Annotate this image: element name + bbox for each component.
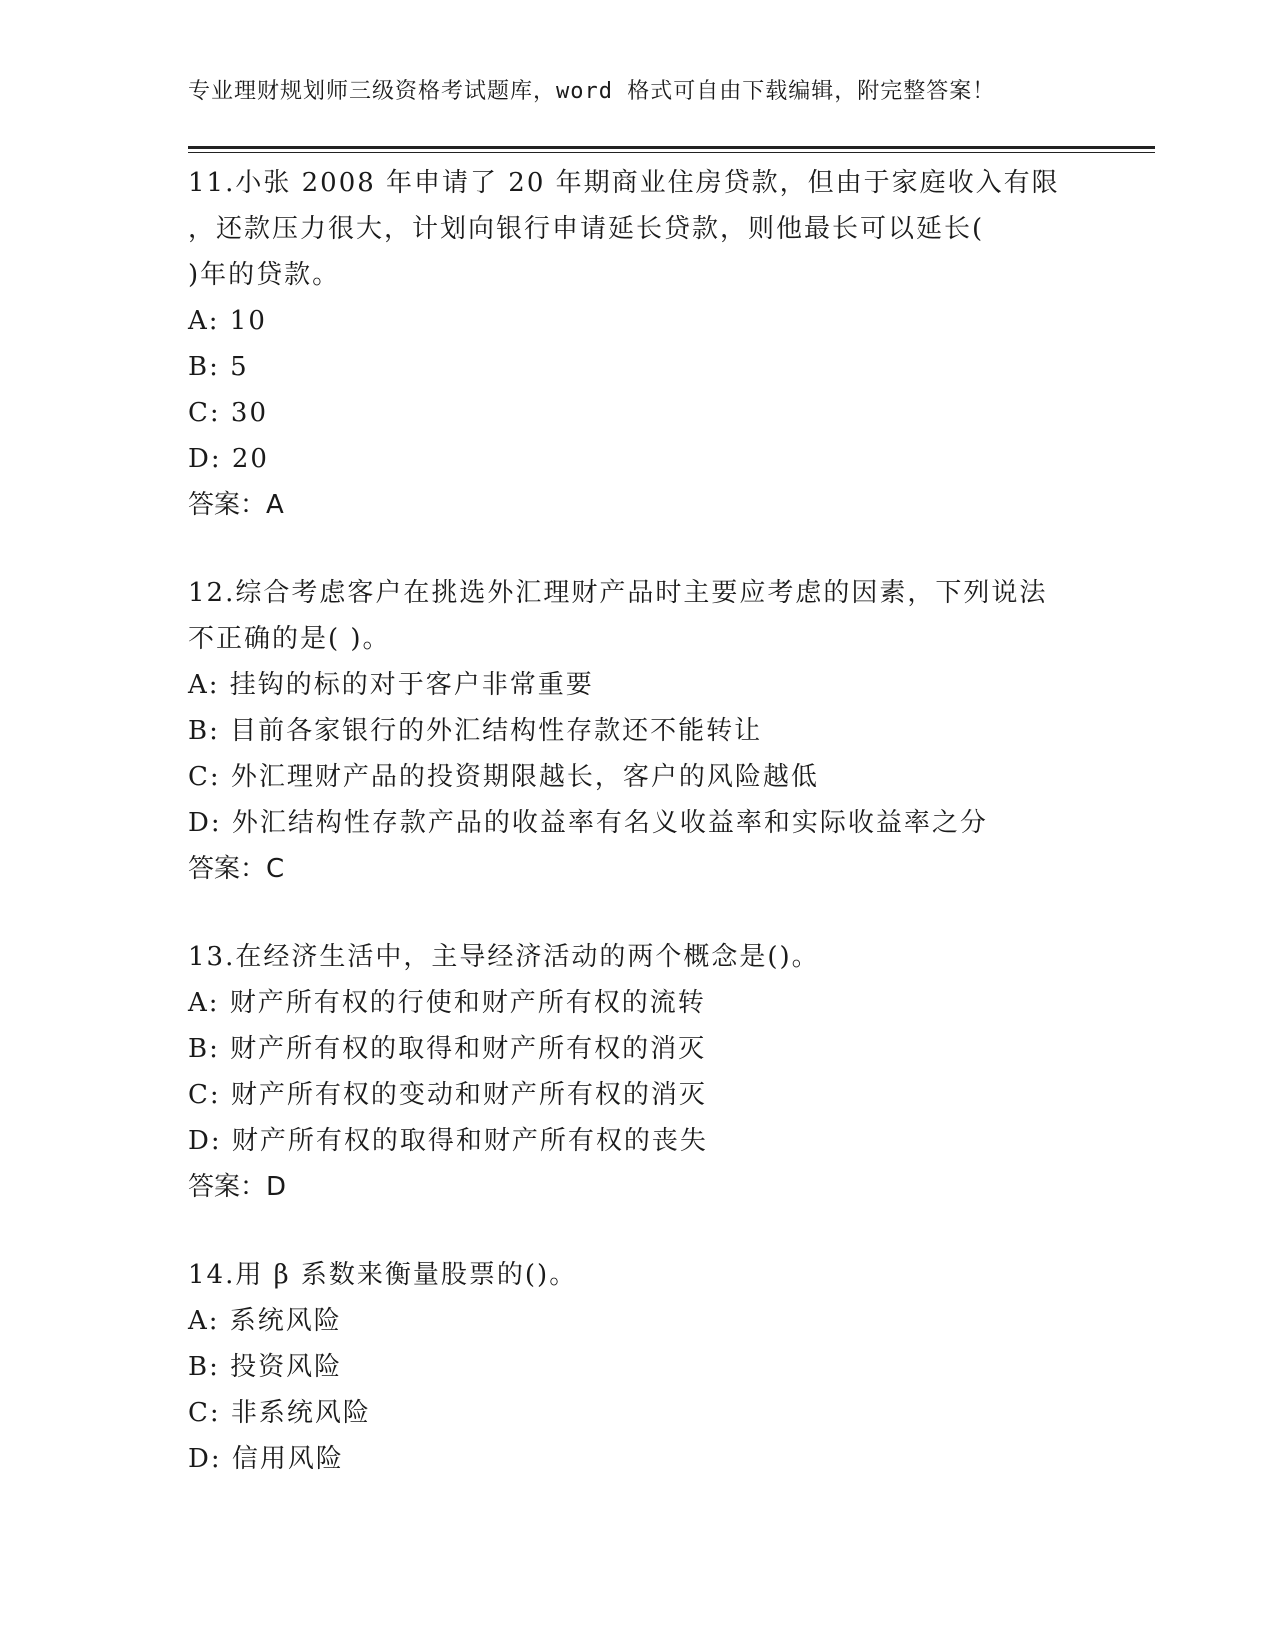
option-a: A: 挂钩的标的对于客户非常重要 xyxy=(188,670,594,700)
option-c: C: 财产所有权的变动和财产所有权的消灭 xyxy=(188,1080,707,1110)
question-stem-line: ，还款压力很大，计划向银行申请延长贷款，则他最长可以延长( xyxy=(188,214,985,244)
question-stem-line: 14.用 β 系数来衡量股票的()。 xyxy=(188,1260,578,1290)
question-14 xyxy=(188,1252,1088,1482)
option-c: C: 外汇理财产品的投资期限越长，客户的风险越低 xyxy=(188,762,819,792)
option-d: D: 财产所有权的取得和财产所有权的丧失 xyxy=(188,1126,708,1156)
option-b: B: 财产所有权的取得和财产所有权的消灭 xyxy=(188,1034,707,1064)
option-c: C: 非系统风险 xyxy=(188,1398,371,1428)
option-a: A: 系统风险 xyxy=(188,1306,342,1336)
option-b: B: 目前各家银行的外汇结构性存款还不能转让 xyxy=(188,716,763,746)
question-stem-line: 13.在经济生活中，主导经济活动的两个概念是()。 xyxy=(188,942,820,972)
question-stem-line: 不正确的是( )。 xyxy=(188,624,391,654)
question-11 xyxy=(188,160,1088,528)
document-header: 专业理财规划师三级资格考试题库，word 格式可自由下载编辑，附完整答案！ xyxy=(188,79,996,104)
option-c: C: 30 xyxy=(188,398,269,428)
option-a: A: 财产所有权的行使和财产所有权的流转 xyxy=(188,988,706,1018)
question-13 xyxy=(188,934,1088,1210)
question-stem-line: 11.小张 2008 年申请了 20 年期商业住房贷款，但由于家庭收入有限 xyxy=(188,168,1060,198)
header-divider-thick xyxy=(188,146,1155,149)
answer-line: 答案：D xyxy=(188,1172,287,1202)
option-a: A: 10 xyxy=(188,306,267,336)
option-d: D: 外汇结构性存款产品的收益率有名义收益率和实际收益率之分 xyxy=(188,808,988,838)
header-divider-thin xyxy=(188,152,1155,153)
option-b: B: 投资风险 xyxy=(188,1352,343,1382)
option-d: D: 20 xyxy=(188,444,269,474)
question-stem-line: )年的贷款。 xyxy=(188,260,341,290)
question-12 xyxy=(188,570,1088,892)
option-b: B: 5 xyxy=(188,352,249,382)
option-d: D: 信用风险 xyxy=(188,1444,344,1474)
question-stem-line: 12.综合考虑客户在挑选外汇理财产品时主要应考虑的因素，下列说法 xyxy=(188,578,1048,608)
answer-line: 答案：C xyxy=(188,854,285,884)
answer-line: 答案：A xyxy=(188,490,284,520)
question-list xyxy=(188,160,1088,1524)
